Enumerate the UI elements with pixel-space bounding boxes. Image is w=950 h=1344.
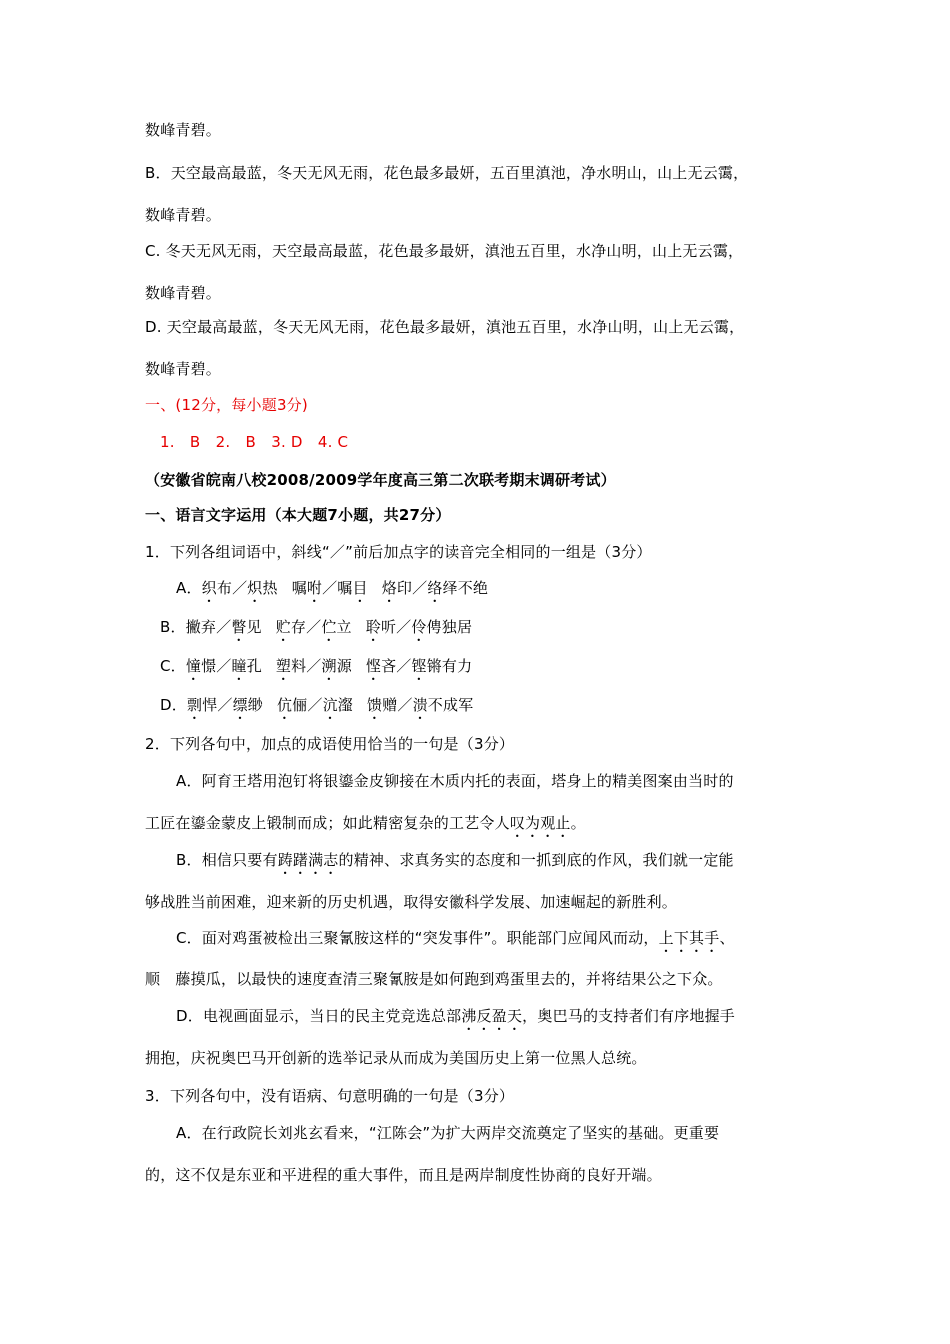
question-3-option-a-line1: A．在行政院长刘兆玄看来，“江陈会”为扩大两岸交流奠定了坚实的基础。更重要 <box>176 1124 720 1142</box>
word-text: 孔 <box>246 657 262 675</box>
dotted-idiom: 踌躇满志 <box>277 851 339 869</box>
word-text: 悍／ <box>202 696 233 714</box>
word-text: 吝／ <box>381 657 412 675</box>
question-3-option-a-line2: 的，这不仅是东亚和平进程的重大事件，而且是两岸制度性协商的良好开端。 <box>145 1166 662 1184</box>
q-prev-option-b-line2: 数峰青碧。 <box>145 206 222 224</box>
question-1-option-a <box>176 578 846 606</box>
dotted-idiom: 上下其手 <box>658 929 720 947</box>
word-text: 料／ <box>291 657 322 675</box>
word-text: 存／ <box>290 618 322 636</box>
dotted-char: 憧 <box>185 657 202 675</box>
question-2-option-c-line1: C．面对鸡蛋被检出三聚氰胺这样的“突发事件”。职能部门应闻风而动，上下其手、 <box>176 929 735 947</box>
section-heading: 一、语言文字运用（本大题7小题，共27分） <box>145 506 451 524</box>
question-1-stem: 1．下列各组词语中，斜线“／”前后加点字的读音完全相同的一组是（3分） <box>145 543 652 561</box>
word-text: 源 <box>336 657 352 675</box>
dotted-char: 缥 <box>232 696 248 714</box>
word-text: 不成军 <box>427 696 474 714</box>
word-text: 立 <box>336 618 352 636</box>
dotted-char: 络 <box>427 579 443 597</box>
question-1-option-c <box>160 656 830 684</box>
exam-source-title: （安徽省皖南八校2008/2009学年度高三第二次联考期末调研考试） <box>145 471 616 489</box>
word-text: 瀣 <box>337 696 353 714</box>
option-label: D． <box>160 696 187 714</box>
answer-heading: 一、(12分，每小题3分) <box>145 396 308 414</box>
dotted-char: 聆 <box>365 618 381 636</box>
question-2-option-a-line2: 工匠在鎏金蒙皮上锻制而成；如此精密复杂的工艺令人叹为观止。 <box>145 814 586 832</box>
word-text: 锵有力 <box>426 657 473 675</box>
word-text: 热 <box>262 579 278 597</box>
option-label: B． <box>160 618 186 636</box>
dotted-char: 馈 <box>366 696 383 714</box>
dotted-idiom: 叹为观止 <box>509 814 571 832</box>
word-text: 俪／ <box>292 696 323 714</box>
word-text: 印／ <box>396 579 428 597</box>
question-2-option-b-line1: B．相信只要有踌躇满志的精神、求真务实的态度和一抓到底的作风，我们就一定能 <box>176 851 734 869</box>
q-prev-option-d-line2: 数峰青碧。 <box>145 360 222 378</box>
dotted-char: 烙 <box>381 579 397 597</box>
word-text: 赠／ <box>382 696 413 714</box>
word-text: 绎不绝 <box>442 579 489 597</box>
word-text: 撇弃／ <box>185 618 232 636</box>
word-text: 听／ <box>380 618 412 636</box>
question-3-stem: 3．下列各句中，没有语病、句意明确的一句是（3分） <box>145 1087 515 1105</box>
question-2-option-d-line2: 拥抱，庆祝奥巴马开创新的选举记录从而成为美国历史上第一位黑人总统。 <box>145 1049 647 1067</box>
q-prev-option-b-line1: B．天空最高最蓝，冬天无风无雨，花色最多最妍，五百里滇池，净水明山，山上无云霭， <box>145 164 749 182</box>
dotted-char: 瞥 <box>231 618 247 636</box>
word-text: 缈 <box>247 696 263 714</box>
dotted-char: 炽 <box>247 579 263 597</box>
dotted-char: 悭 <box>365 657 382 675</box>
option-label: A． <box>176 579 202 597</box>
question-2-option-d-line1: D．电视画面显示，当日的民主党竞选总部沸反盈天，奥巴马的支持者们有序地握手 <box>176 1007 735 1025</box>
dotted-char: 伉 <box>276 696 293 714</box>
dotted-char: 瞳 <box>231 657 247 675</box>
word-text: 布／ <box>216 579 248 597</box>
dotted-char: 伶 <box>411 618 427 636</box>
dotted-char: 溯 <box>321 657 337 675</box>
answer-list: 1. B 2. B 3. D 4. C <box>160 433 349 451</box>
q-prev-option-c-line2: 数峰青碧。 <box>145 284 222 302</box>
dotted-char: 沆 <box>322 696 338 714</box>
q-prev-option-c-line1: C. 冬天无风无雨，天空最高最蓝，花色最多最妍，滇池五百里，水净山明，山上无云霭， <box>145 242 744 260</box>
q-prev-option-d-line1: D. 天空最高最蓝，冬天无风无雨，花色最多最妍，滇池五百里，水净山明，山上无云霭， <box>145 318 745 336</box>
dotted-char: 织 <box>201 579 217 597</box>
option-label: C． <box>160 657 186 675</box>
question-2-stem: 2．下列各句中，加点的成语使用恰当的一句是（3分） <box>145 735 515 753</box>
question-2-option-c-line2: 顺 藤摸瓜，以最快的速度查清三聚氰胺是如何跑到鸡蛋里去的，并将结果公之下众。 <box>145 970 723 988</box>
word-text: ／嘱 <box>322 579 353 597</box>
dotted-char: 溃 <box>412 696 428 714</box>
dotted-char: 目 <box>352 579 368 597</box>
word-text: 嘱 <box>291 579 307 597</box>
word-text: 憬／ <box>201 657 232 675</box>
question-2-option-a-line1: A．阿育王塔用泡钉将银鎏金皮铆接在木质内托的表面，塔身上的精美图案由当时的 <box>176 772 734 790</box>
dotted-char: 塑 <box>275 657 292 675</box>
q-prev-option-a-tail: 数峰青碧。 <box>145 121 222 139</box>
question-1-option-b <box>160 617 830 645</box>
dotted-char: 伫 <box>321 618 337 636</box>
dotted-char: 铿 <box>411 657 427 675</box>
dotted-char: 咐 <box>306 579 323 597</box>
dotted-char: 剽 <box>186 696 203 714</box>
question-2-option-b-line2: 够战胜当前困难，迎来新的历史机遇，取得安徽科学发展、加速崛起的新胜利。 <box>145 893 678 911</box>
question-1-option-d <box>160 695 830 723</box>
dotted-char: 贮 <box>275 618 291 636</box>
dotted-idiom: 沸反盈天 <box>461 1007 523 1025</box>
word-text: 见 <box>246 618 262 636</box>
word-text: 俜独居 <box>426 618 473 636</box>
